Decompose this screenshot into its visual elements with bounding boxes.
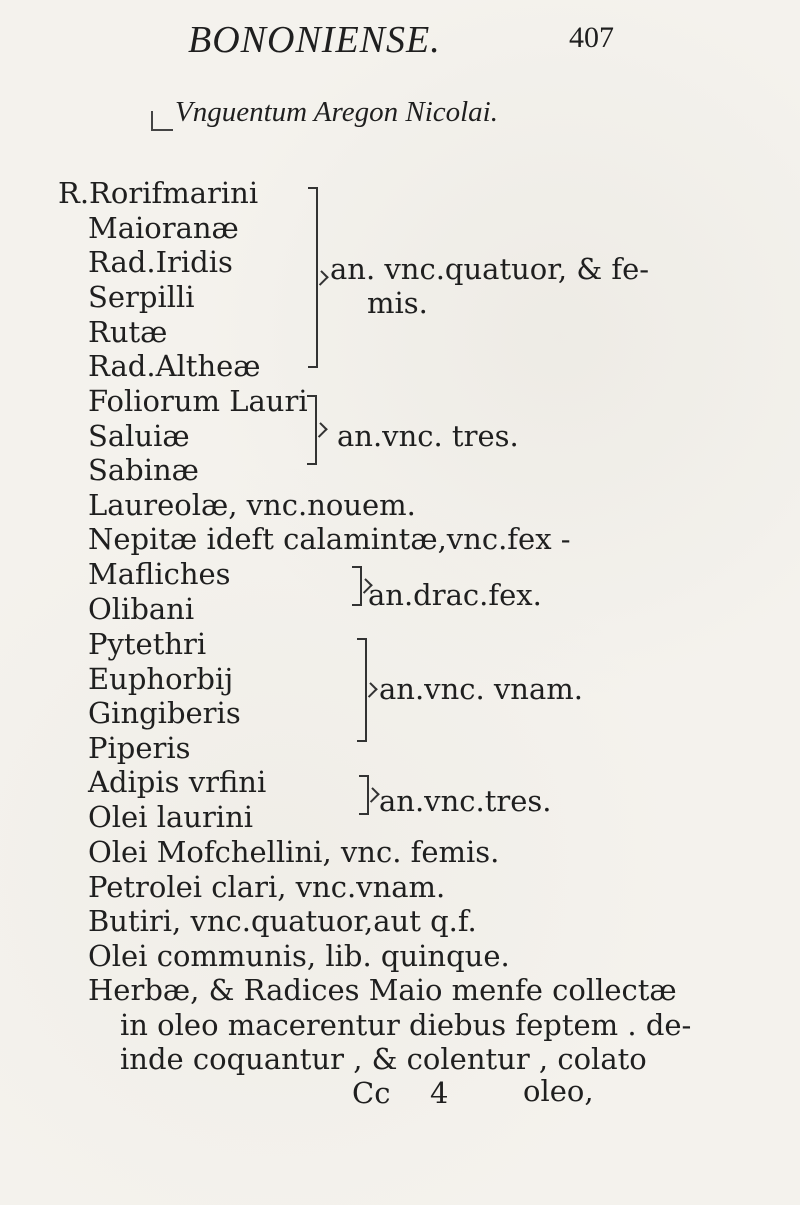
text-line-02: Maioranæ [88,211,239,245]
text-line-21: Petrolei clari, vnc.vnam. [88,870,446,904]
text-line-06: Rad.Altheæ [88,349,261,383]
note-line-02: mis. [367,286,428,320]
text-line-17: Piperis [88,731,191,765]
text-line-25: in oleo macerentur diebus feptem . de- [120,1008,692,1042]
text-line-13: Olibani [88,592,195,626]
text-line-12: Mafliches [88,557,231,591]
text-line-22: Butiri, vnc.quatuor,aut q.f. [88,904,477,938]
note-line-04: an.drac.fex. [368,578,542,612]
text-line-19: Olei laurini [88,800,254,834]
bracket-point-1 [313,270,329,286]
catchword: oleo, [523,1074,594,1108]
text-line-09: Sabinæ [88,453,199,487]
bracket-point-2 [312,422,328,438]
text-line-26: inde coquantur , & colentur , colato [120,1042,647,1076]
page-number: 407 [569,21,614,54]
bracket-group-4 [353,638,367,742]
text-line-04: Serpilli [88,280,195,314]
signature-mark: Cc [352,1076,391,1110]
note-line-06: an.vnc.tres. [379,784,552,818]
note-line-01: an. vnc.quatuor, & fe- [330,252,650,286]
text-line-03: Rad.Iridis [88,245,233,279]
text-line-11: Nepitæ ideft calamintæ,vnc.fex - [88,522,571,556]
recipe-title: Vnguentum Aregon Nicolai. [175,96,498,128]
note-line-05: an.vnc. vnam. [379,672,583,706]
text-line-20: Olei Mofchellini, vnc. femis. [88,835,500,869]
text-line-14: Pytethri [88,627,207,661]
text-line-24: Herbæ, & Radices Maio menfe collectæ [88,973,677,1007]
text-line-07: Foliorum Lauri [88,384,308,418]
bracket-group-3 [348,566,362,606]
running-head: BONONIENSE. [188,19,441,61]
text-line-05: Rutæ [88,315,168,349]
bracket-point-5 [364,787,380,803]
bracket-point-4 [362,682,378,698]
text-line-01: R.Rorifmarini [58,176,259,210]
note-line-03: an.vnc. tres. [337,419,519,453]
text-line-16: Gingiberis [88,696,241,730]
text-line-08: Saluiæ [88,419,190,453]
text-line-18: Adipis vrfini [88,765,267,799]
bracket-group-2 [303,395,317,465]
bracket-group-1 [304,187,318,368]
text-line-15: Euphorbij [88,662,234,696]
signature-number: 4 [430,1076,449,1110]
bracket-group-5 [355,775,369,815]
text-line-23: Olei communis, lib. quinque. [88,939,510,973]
text-line-10: Laureolæ, vnc.nouem. [88,488,416,522]
